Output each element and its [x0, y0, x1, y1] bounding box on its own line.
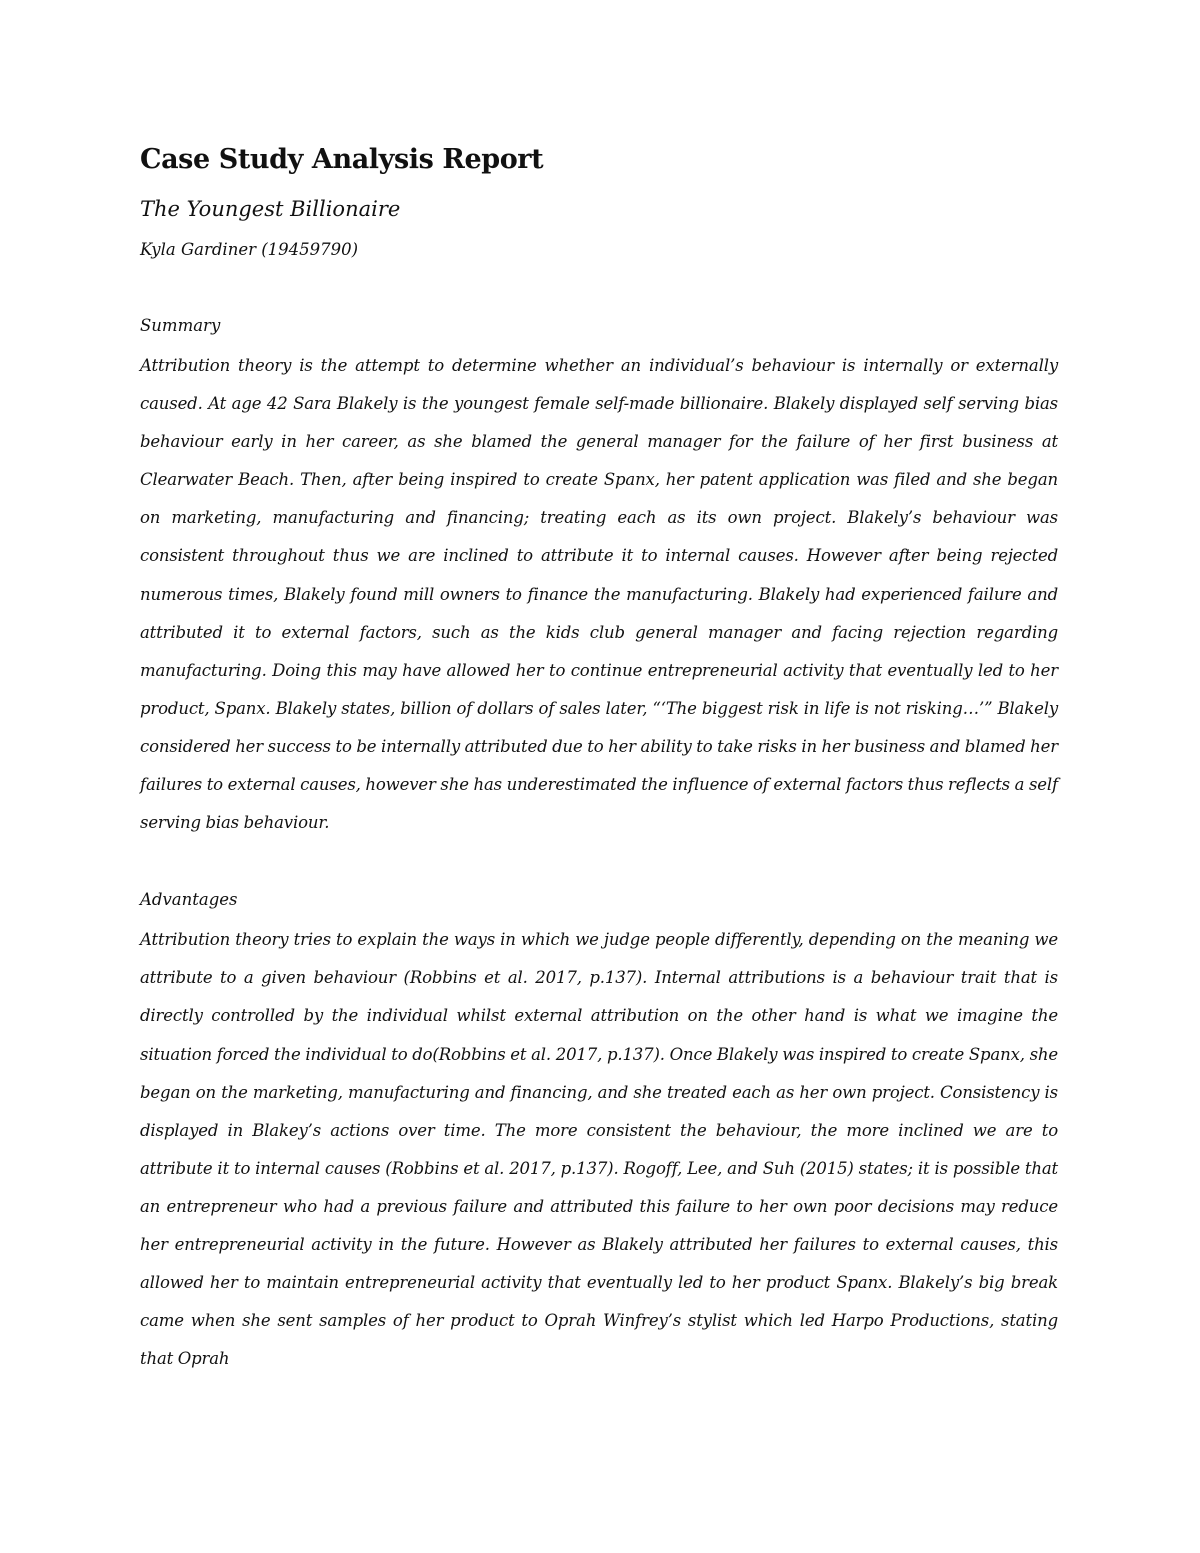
document-body	[140, 140, 1058, 1378]
document-subtitle: The Youngest Billionaire	[140, 197, 401, 221]
advantages-paragraph: Attribution theory tries to explain the ways in which we judge people differently, depending on the meaning we attribute to a given behaviour (Robbins et al. 2017, p.137). Internal attributions is a behaviour trait that is directly controlled by the individual whilst external attribution on the other hand is what we imagine the situation forced the individual to do(Robbins et al. 2017, p.137). Once Blakely was inspired to create Spanx, she began on the marketing, manufacturing and financing, and she treated each as her own project. Consistency is displayed in Blakey’s actions over time. The more consistent the behaviour, the more inclined we are to attribute it to internal causes (Robbins et al. 2017, p.137). Rogoff, Lee, and Suh (2015) states; it is possible that an entrepreneur who had a previous failure and attributed this failure to her own poor decisions may reduce her entrepreneurial activity in the future. However as Blakely attributed her failures to external causes, this allowed her to maintain entrepreneurial activity that eventually led to her product Spanx. Blakely’s big break came when she sent samples of her product to Oprah Winfrey’s stylist which led Harpo Productions, stating that Oprah	[140, 930, 1058, 1369]
author-line: Kyla Gardiner (19459790)	[140, 240, 359, 259]
section-heading-advantages: Advantages	[140, 890, 238, 910]
summary-paragraph: Attribution theory is the attempt to determine whether an individual’s behaviour is internally or externally caused. At age 42 Sara Blakely is the youngest female self-made billionaire. Blakely displayed self serving bias behaviour early in her career, as she blamed the general manager for the failure of her first business at Clearwater Beach. Then, after being inspired to create Spanx, her patent application was filed and she began on marketing, manufacturing and financing; treating each as its own project. Blakely’s behaviour was consistent throughout thus we are inclined to attribute it to internal causes. However after being rejected numerous times, Blakely found mill owners to finance the manufacturing. Blakely had experienced failure and attributed it to external factors, such as the kids club general manager and facing rejection regarding manufacturing. Doing this may have allowed her to continue entrepreneurial activity that eventually led to her product, Spanx. Blakely states, billion of dollars of sales later, “‘The biggest risk in life is not risking…’” Blakely considered her success to be internally attributed due to her ability to take risks in her business and blamed her failures to external causes, however she has underestimated the influence of external factors thus reflects a self serving bias behaviour.	[140, 356, 1058, 833]
document-title: Case Study Analysis Report	[140, 144, 544, 175]
section-heading-summary: Summary	[140, 316, 221, 335]
